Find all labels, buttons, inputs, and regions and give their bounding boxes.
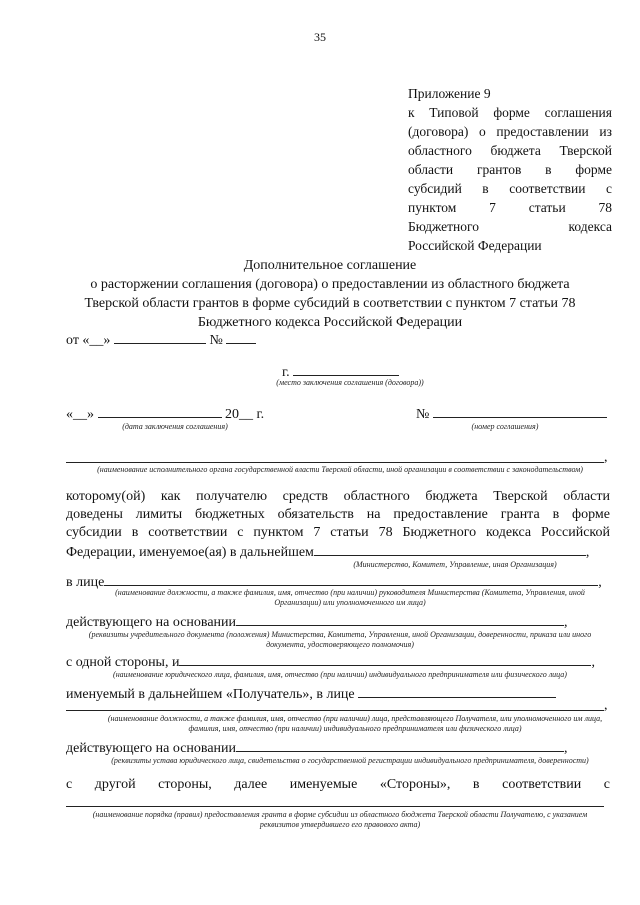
title-line: Тверской области грантов в форме субсидий в соответствии с пунктом 7 статьи 78 [84, 296, 576, 311]
from-prefix: от «__» [66, 333, 114, 348]
in-person-line: в лице , [66, 572, 602, 591]
one-side-line: с одной стороны, и , [66, 652, 595, 671]
place-prefix: г. [282, 365, 294, 380]
acting-basis-blank[interactable] [236, 612, 564, 626]
recipient-line [66, 684, 556, 703]
paragraph-line: Федерации, именуемое(ая) в дальнейшем [66, 545, 314, 560]
appendix-line: к Типовой форме соглашения [408, 105, 612, 120]
paragraph-line: которому(ой) как получателю средств областного бюджета Тверской области [66, 489, 610, 504]
acting-line-2: действующего на основании , [66, 738, 568, 757]
date-row [66, 404, 264, 423]
in-person-caption: (наименование должности, а также фамилия, имя, отчество (при наличии) руководителя Министерства (Комитета, Управления, иной Организации) или уполномоченного им лица) [115, 588, 585, 607]
appendix-line: Российской Федерации [408, 238, 542, 253]
acting-caption-2: (реквизиты устава юридического лица, свидетельства о государственной регистрации индивидуального предпринимателя, доверенности) [111, 756, 589, 765]
date-year: 20__ г. [225, 407, 265, 422]
acting-basis-blank-2[interactable] [236, 738, 564, 752]
ministry-caption: (Министерство, Комитет, Управление, иная Организация) [353, 560, 557, 569]
paragraph-line: доведены лимиты бюджетных обязательств на предоставление гранта в форме [66, 507, 610, 522]
referred-as-blank[interactable] [314, 542, 586, 556]
recipient-rep-blank[interactable] [358, 684, 556, 698]
date-quote: «__» [66, 407, 94, 422]
one-side-caption: (наименование юридического лица, фамилия, имя, отчество (при наличии) индивидуального предпринимателя или физического лица) [113, 670, 567, 679]
agreement-number-blank[interactable] [433, 404, 607, 418]
appendix-line: областного бюджета Тверской [408, 143, 612, 158]
from-line [66, 330, 256, 349]
organ-caption: (наименование исполнительного органа государственной власти Тверской области, иной организации в соответствии с законодательством) [97, 465, 583, 474]
title-line: Бюджетного кодекса Российской Федерации [197, 315, 463, 330]
paragraph-recipient-funds: которому(ой) как получателю средств областного бюджета Тверской области доведены лимиты бюджетных обязательств на предоставление гранта в форме субсидии в соответствии с пунктом 7 статьи 78 Бюджетного кодекса Российской Федерации, именуемое(ая) в дальнейшем , [66, 489, 610, 560]
appendix-line: области грантов в форме [408, 162, 612, 177]
acting-label: действующего на основании [66, 741, 237, 756]
number-label: № [416, 407, 430, 422]
other-side-text: с другой стороны, далее именуемые «Стороны», в соответствии с [66, 777, 610, 792]
page-number: 35 [314, 30, 326, 44]
procedure-blank[interactable] [66, 806, 604, 807]
date-blank[interactable] [98, 404, 222, 418]
appendix-line: Приложение 9 [408, 86, 491, 101]
acting-label: действующего на основании [66, 615, 237, 630]
from-date-blank[interactable] [114, 330, 206, 344]
comma: , [604, 450, 608, 465]
comma: , [604, 698, 608, 713]
place-blank[interactable] [293, 362, 399, 376]
document-title [60, 256, 600, 332]
appendix-line: субсидий в соответствии с [408, 181, 612, 196]
appendix-line: пунктом 7 статьи 78 [408, 200, 612, 215]
place-caption: (место заключения соглашения (договора)) [276, 378, 424, 387]
in-person-blank[interactable] [104, 572, 598, 586]
counterparty-blank[interactable] [179, 652, 591, 666]
organ-blank[interactable] [66, 462, 604, 463]
title-line: о расторжении соглашения (договора) о предоставлении из областного бюджета [90, 277, 570, 292]
number-caption: (номер соглашения) [471, 422, 539, 431]
recipient-label: именуемый в дальнейшем «Получатель», в лице [66, 687, 355, 702]
acting-caption-1: (реквизиты учредительного документа (положения) Министерства, Комитета, Управления, иной Организации, доверенности, приказа или иного документа, удостоверяющего полномочия) [88, 630, 592, 649]
in-person-label: в лице [66, 575, 105, 590]
acting-line-1: действующего на основании , [66, 612, 568, 631]
number-row [416, 404, 607, 423]
paragraph-line: субсидии в соответствии с пунктом 7 статьи 78 Бюджетного кодекса Российской [66, 525, 610, 540]
one-side-label: с одной стороны, и [66, 655, 180, 670]
recipient-caption: (наименование должности, а также фамилия, имя, отчество (при наличии) лица, представляющего Получателя, или уполномоченного им лица, фамилия, имя, отчество (при наличии) индивидуального предпринимателя или физического лица) [107, 714, 603, 733]
title-line: Дополнительное соглашение [243, 258, 417, 273]
recipient-rep-blank-2[interactable] [66, 710, 604, 711]
from-number-blank[interactable] [226, 330, 256, 344]
procedure-caption: (наименование порядка (правил) предоставления гранта в форме субсидии из областного бюджета Тверской области Получателю, с указанием реквизитов утвердившего его правового акта) [92, 810, 588, 829]
appendix-line: Бюджетного кодекса [408, 219, 612, 234]
appendix-line: (договора) о предоставлении из [408, 124, 612, 139]
from-no: № [205, 333, 227, 348]
appendix-block [408, 84, 612, 255]
date-caption: (дата заключения соглашения) [122, 422, 228, 431]
